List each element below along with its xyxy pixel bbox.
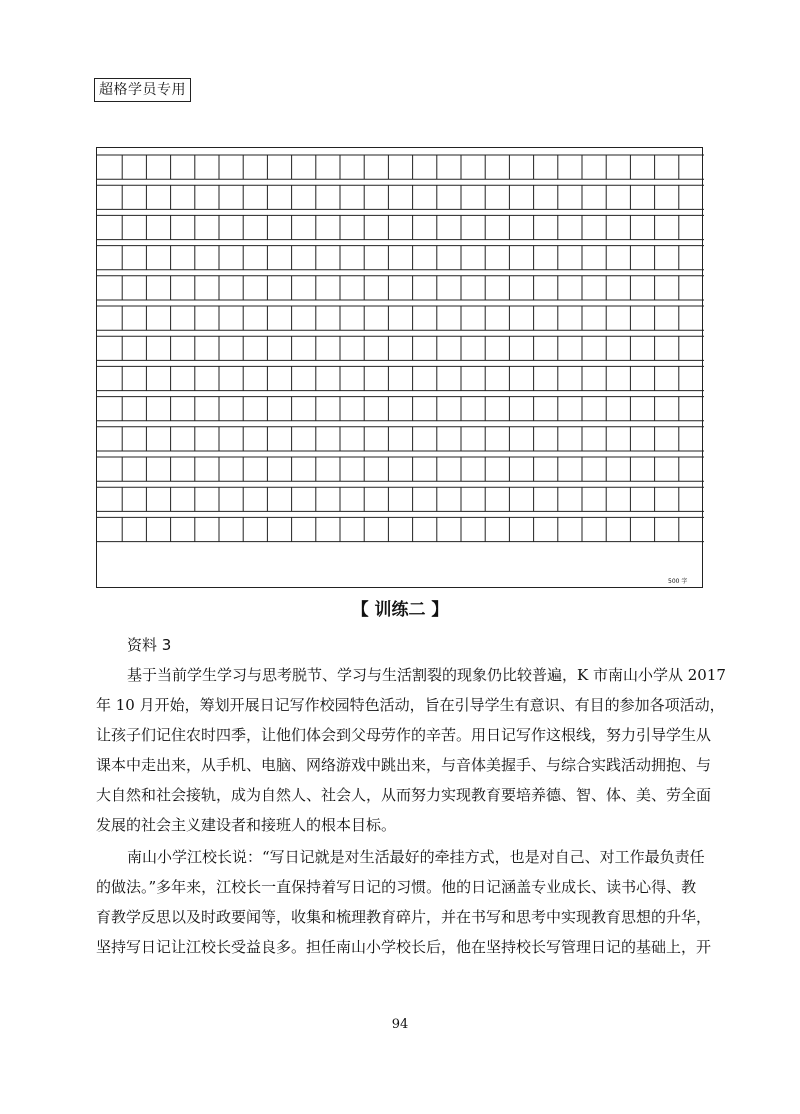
exclusive-label: 超格学员专用	[94, 78, 191, 102]
paragraph-line: 坚持写日记让江校长受益良多。担任南山小学校长后，他在坚持校长写管理日记的基础上，开	[96, 938, 712, 956]
grid-lines	[97, 148, 704, 589]
paragraph-line: 年 10 月开始，筹划开展日记写作校园特色活动，旨在引导学生有意识、有目的参加各项活动，	[96, 696, 725, 714]
paragraph-line: 南山小学江校长说：“写日记就是对生活最好的牵挂方式，也是对自己、对工作最负责任	[127, 848, 705, 866]
paragraph-line: 发展的社会主义建设者和接班人的根本目标。	[96, 816, 397, 834]
page-number: 94	[391, 1017, 409, 1032]
paragraph-line: 大自然和社会接轨，成为自然人、社会人，从而努力实现教育要培养德、智、体、美、劳全面	[96, 786, 712, 804]
paragraph-line: 课本中走出来，从手机、电脑、网络游戏中跳出来，与音体美握手、与综合实践活动拥抱、与	[96, 756, 712, 774]
composition-grid	[96, 147, 703, 588]
section-heading: 【 训练二 】	[351, 600, 449, 620]
source-title: 资料 3	[127, 636, 172, 654]
paragraph-2	[96, 842, 711, 962]
paragraph-line: 基于当前学生学习与思考脱节、学习与生活割裂的现象仍比较普遍，K 市南山小学从 2017	[127, 666, 726, 684]
paragraph-line: 的做法。”多年来，江校长一直保持着写日记的习惯。他的日记涵盖专业成长、读书心得、教	[96, 878, 697, 896]
paragraph-line: 让孩子们记住农时四季，让他们体会到父母劳作的辛苦。用日记写作这根线，努力引导学生从	[96, 726, 712, 744]
paragraph-1	[96, 660, 726, 840]
word-count-label: 500 字	[668, 578, 688, 585]
paragraph-line: 育教学反思以及时政要闻等，收集和梳理教育碎片，并在书写和思考中实现教育思想的升华，	[96, 908, 712, 926]
